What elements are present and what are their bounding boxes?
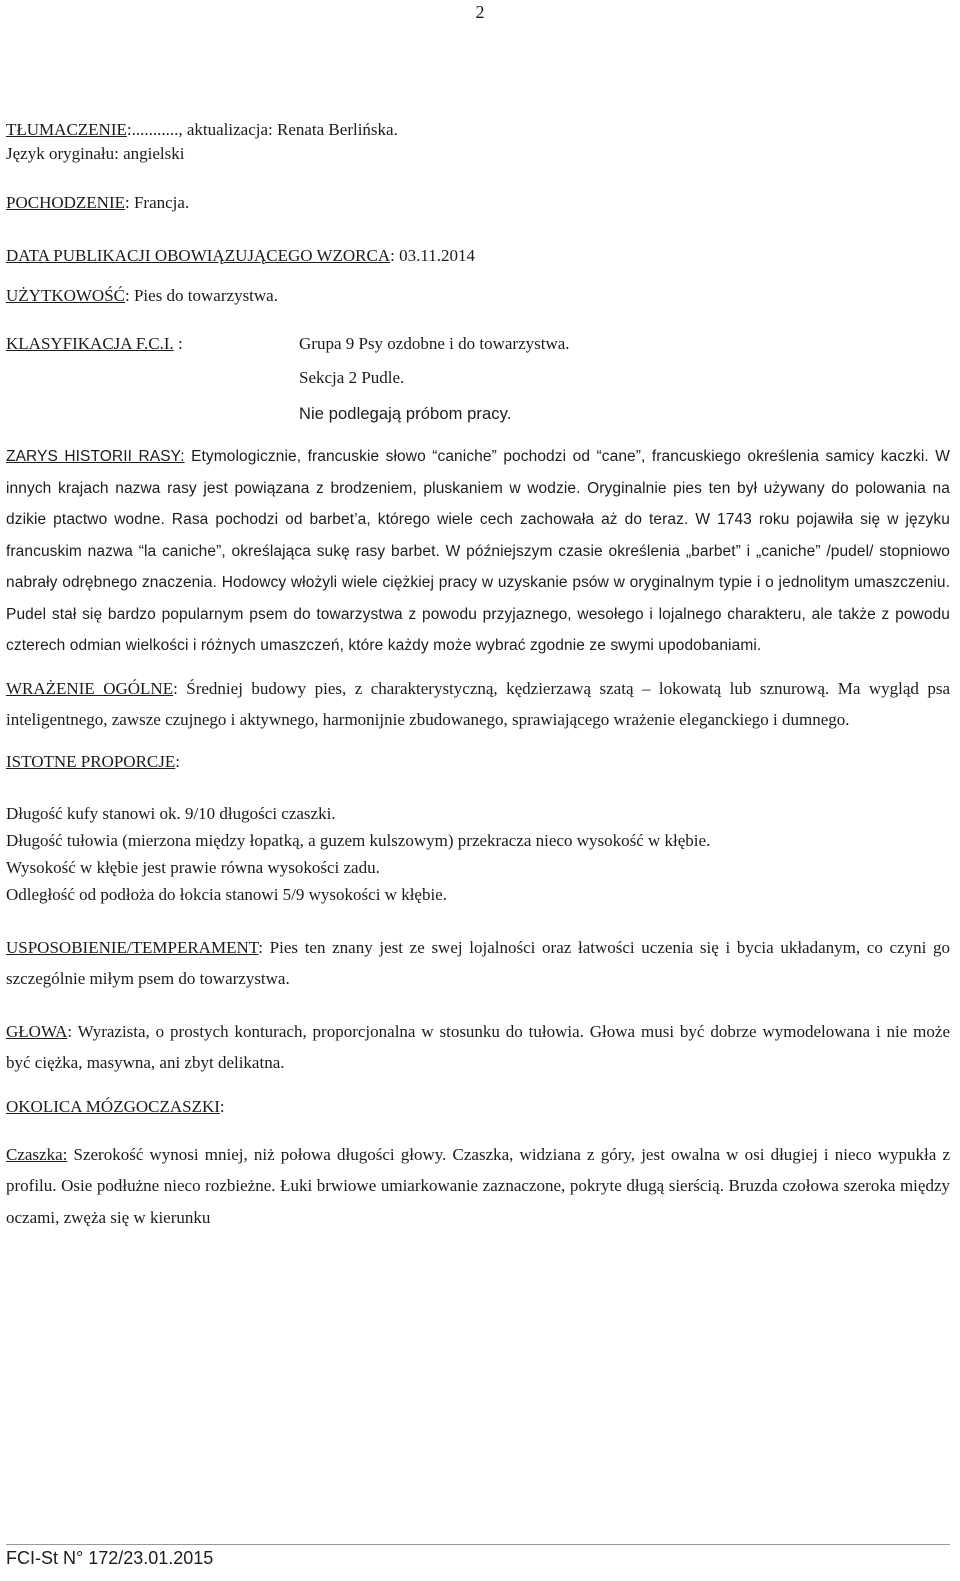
temperament-label: USPOSOBIENIE/TEMPERAMENT bbox=[6, 937, 259, 957]
general-text: : Średniej budowy pies, z charakterystyczną, kędzierzawą szatą – lokowatą lub sznurową. Ma wygląd psa inteligentnego, zawsze czujnego i aktywnego, harmonijnie zbudowanego, sprawiającego wrażenie eleganckiego i dumnego. bbox=[6, 678, 950, 729]
proportions-label: ISTOTNE PROPORCJE bbox=[6, 751, 176, 771]
history-paragraph bbox=[6, 441, 950, 662]
footer-divider bbox=[6, 1544, 950, 1545]
skull-label: Czaszka: bbox=[6, 1144, 68, 1164]
original-language-line: Język oryginału: angielski bbox=[6, 144, 185, 163]
utility-line bbox=[6, 284, 950, 308]
classification-label: KLASYFIKACJA F.C.I. bbox=[6, 334, 174, 353]
publication-value: : 03.11.2014 bbox=[390, 246, 475, 265]
head-text: : Wyrazista, o prostych konturach, proporcjonalna w stosunku do tułowia. Głowa musi być dobrze wymodelowana i nie może być ciężka, masywna, ani zbyt delikatna. bbox=[6, 1021, 950, 1072]
classification-colon: : bbox=[173, 334, 183, 353]
publication-label: DATA PUBLIKACJI OBOWIĄZUJĄCEGO WZORCA bbox=[6, 246, 391, 265]
translation-value: :..........., aktualizacja: Renata Berlińska. bbox=[126, 120, 398, 139]
origin-value: : Francja. bbox=[125, 193, 190, 212]
classification-row bbox=[6, 328, 950, 359]
utility-label: UŻYTKOWOŚĆ bbox=[6, 286, 125, 305]
head-label: GŁOWA bbox=[6, 1021, 68, 1041]
classification-label-cell bbox=[6, 328, 299, 359]
classification-section: Sekcja 2 Pudle. bbox=[299, 368, 405, 387]
origin-label: POCHODZENIE bbox=[6, 193, 125, 212]
footer-reference: FCI-St N° 172/23.01.2015 bbox=[6, 1548, 214, 1568]
document-body bbox=[6, 112, 950, 1233]
translation-line bbox=[6, 118, 950, 142]
general-label: WRAŻENIE OGÓLNE bbox=[6, 678, 174, 698]
skull-text: Szerokość wynosi mniej, niż połowa długości głowy. Czaszka, widziana z góry, jest owalna w osi długiej i nieco wypukła z profilu. Osie podłużne nieco rozbieżne. Łuki brwiowe umiarkowanie zaznaczone, pokryte długą sierścią. Bruzda czołowa szeroka między oczami, zwęża się w kierunku bbox=[6, 1144, 950, 1227]
proportion-item: Długość kufy stanowi ok. 9/10 długości czaszki. bbox=[6, 803, 336, 823]
proportion-item: Odległość od podłoża do łokcia stanowi 5/9 wysokości w kłębie. bbox=[6, 884, 447, 904]
temperament-paragraph bbox=[6, 932, 950, 995]
head-paragraph bbox=[6, 1016, 950, 1079]
publication-line bbox=[6, 244, 950, 268]
utility-value: : Pies do towarzystwa. bbox=[125, 286, 278, 305]
temperament-text: : Pies ten znany jest ze swej lojalności oraz łatwości uczenia się i bycia układanym, co czyni go szczególnie miłym psem do towarzystwa. bbox=[6, 937, 950, 988]
history-label: ZARYS HISTORII RASY: bbox=[6, 448, 185, 465]
classification-group: Grupa 9 Psy ozdobne i do towarzystwa. bbox=[299, 334, 570, 353]
page-number: 2 bbox=[475, 2, 485, 22]
proportions-list bbox=[6, 800, 950, 908]
general-paragraph bbox=[6, 673, 950, 736]
cranial-label: OKOLICA MÓZGOCZASZKI bbox=[6, 1096, 220, 1116]
proportion-item: Wysokość w kłębie jest prawie równa wysokości zadu. bbox=[6, 857, 380, 877]
proportions-heading bbox=[6, 750, 950, 774]
cranial-heading bbox=[6, 1095, 950, 1119]
origin-line bbox=[6, 191, 950, 215]
cranial-colon: : bbox=[219, 1096, 225, 1116]
history-text: Etymologicznie, francuskie słowo “caniche” pochodzi od “cane”, francuskiego określenia samicy kaczki. W innych krajach nazwa rasy jest powiązana z brodzeniem, pluskaniem w wodzie. Oryginalnie pies ten był używany do polowania na dzikie ptactwo wodne. Rasa pochodzi od barbet’a, którego wiele cech zachowała aż do teraz. W 1743 roku pojawiła się w języku francuskim nazwa “la caniche”, określająca sukę rasy barbet. W późniejszym czasie określenia „barbet” i „caniche” /pudel/ stopniowo nabrały odrębnego znaczenia. Hodowcy włożyli wiele ciężkiej pracy w uzyskanie psów w oryginalnym typie i o jednolitym umaszczeniu. Pudel stał się bardzo popularnym psem do towarzystwa z powodu przyjaznego, wesołego i lojalnego charakteru, ale także z powodu czterech odmian wielkości i różnych umaszczeń, które każdy może wybrać zgodnie ze swymi upodobaniami. bbox=[6, 448, 950, 654]
skull-paragraph bbox=[6, 1139, 950, 1234]
proportions-colon: : bbox=[175, 751, 180, 771]
classification-work-trial: Nie podlegają próbom pracy. bbox=[299, 405, 512, 423]
proportion-item: Długość tułowia (mierzona między łopatką, a guzem kulszowym) przekracza nieco wysokość w kłębie. bbox=[6, 830, 711, 850]
translation-label: TŁUMACZENIE bbox=[6, 120, 127, 139]
